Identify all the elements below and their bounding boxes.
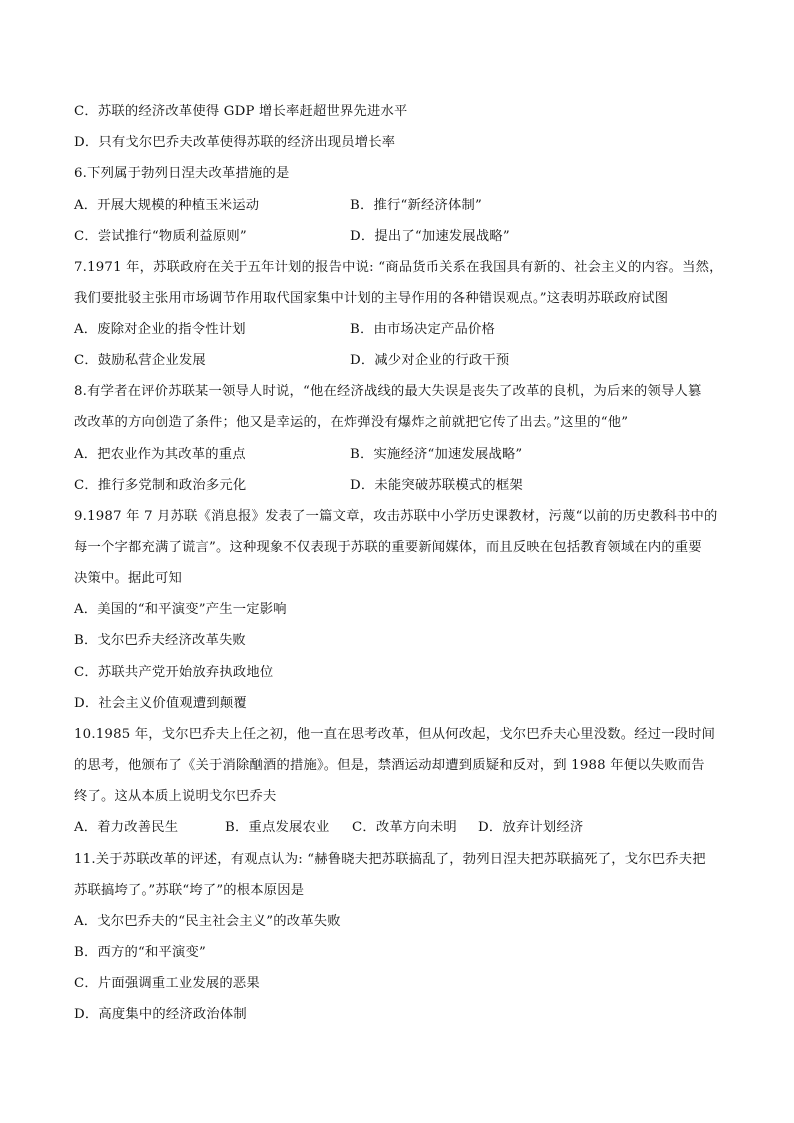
q6-option-a: A．开展大规模的种植玉米运动 (74, 198, 260, 213)
q10-stem-line3: 终了。这从本质上说明戈尔巴乔夫 (74, 789, 277, 804)
q8-stem-line2: 改改革的方向创造了条件；他又是幸运的，在炸弹没有爆炸之前就把它传了出去。”这里的“他” (74, 415, 629, 430)
q11-option-d: D．高度集中的经济政治体制 (74, 1007, 247, 1022)
q10-stem-line2: 的思考，他颁布了《关于消除酗酒的措施》。但是，禁酒运动却遭到质疑和反对，到 1988 年便以失败而告 (74, 758, 705, 773)
q9-stem-line2: 每一个字都充满了谎言”。这种现象不仅表现于苏联的重要新闻媒体，而且反映在包括教育领域在内的重要 (74, 540, 702, 555)
q10-option-b: B．重点发展农业 (225, 820, 330, 835)
q9-stem-line3: 决策中。据此可知 (74, 571, 182, 586)
q10-option-a: A．着力改善民生 (74, 820, 179, 835)
q11-option-c: C．片面强调重工业发展的恶果 (74, 976, 260, 991)
q8-option-a: A．把农业作为其改革的重点 (74, 447, 246, 462)
q6-option-d: D．提出了“加速发展战略” (350, 229, 510, 244)
q7-stem-line2: 我们要批驳主张用市场调节作用取代国家集中计划的主导作用的各种错误观点。”这表明苏联政府试图 (74, 291, 669, 306)
q9-option-b: B．戈尔巴乔夫经济改革失败 (74, 633, 246, 648)
q10-option-d: D．放弃计划经济 (478, 820, 584, 835)
q9-stem-line1: 9.1987 年 7 月苏联《消息报》发表了一篇文章，攻击苏联中小学历史课教材，污蔑“以前的历史教科书中的 (74, 509, 718, 524)
q7-option-a: A．废除对企业的指令性计划 (74, 322, 246, 337)
q8-option-d: D．未能突破苏联模式的框架 (350, 478, 523, 493)
q10-stem-line1: 10.1985 年，戈尔巴乔夫上任之初，他一直在思考改革，但从何改起，戈尔巴乔夫心里没数。经过一段时间 (74, 727, 716, 742)
q7-option-d: D．减少对企业的行政干预 (350, 353, 510, 368)
q10-option-c: C．改革方向未明 (352, 820, 457, 835)
q11-option-a: A．戈尔巴乔夫的“民主社会主义”的改革失败 (74, 914, 341, 929)
q6-option-b: B．推行“新经济体制” (350, 198, 482, 213)
q9-option-c: C．苏联共产党开始放弃执政地位 (74, 665, 274, 680)
q9-option-a: A．美国的“和平演变”产生一定影响 (74, 602, 287, 617)
q11-stem-line1: 11.关于苏联改革的评述，有观点认为: “赫鲁晓夫把苏联搞乱了，勃列日涅夫把苏联搞死了，戈尔巴乔夫把 (74, 852, 706, 867)
q7-option-c: C．鼓励私营企业发展 (74, 353, 206, 368)
q7-stem-line1: 7.1971 年，苏联政府在关于五年计划的报告中说: “商品货币关系在我国具有新的、社会主义的内容。当然， (74, 260, 723, 275)
q8-option-c: C．推行多党制和政治多元化 (74, 478, 247, 493)
q5-option-d: D．只有戈尔巴乔夫改革使得苏联的经济出现员增长率 (74, 135, 396, 150)
q11-stem-line2: 苏联搞垮了。”苏联“垮了”的根本原因是 (74, 883, 305, 898)
q7-option-b: B．由市场决定产品价格 (350, 322, 495, 337)
q8-stem-line1: 8.有学者在评价苏联某一领导人时说，“他在经济战线的最大失误是丧失了改革的良机，为后来的领导人篡 (74, 384, 702, 399)
q8-option-b: B．实施经济“加速发展战略” (350, 447, 523, 462)
q11-option-b: B．西方的“和平演变” (74, 945, 206, 960)
q5-option-c: C．苏联的经济改革使得 GDP 增长率赶超世界先进水平 (74, 104, 408, 119)
q6-option-c: C．尝试推行“物质利益原则” (74, 229, 247, 244)
q6-stem: 6.下列属于勃列日涅夫改革措施的是 (74, 166, 290, 181)
q9-option-d: D．社会主义价值观遭到颠覆 (74, 696, 247, 711)
